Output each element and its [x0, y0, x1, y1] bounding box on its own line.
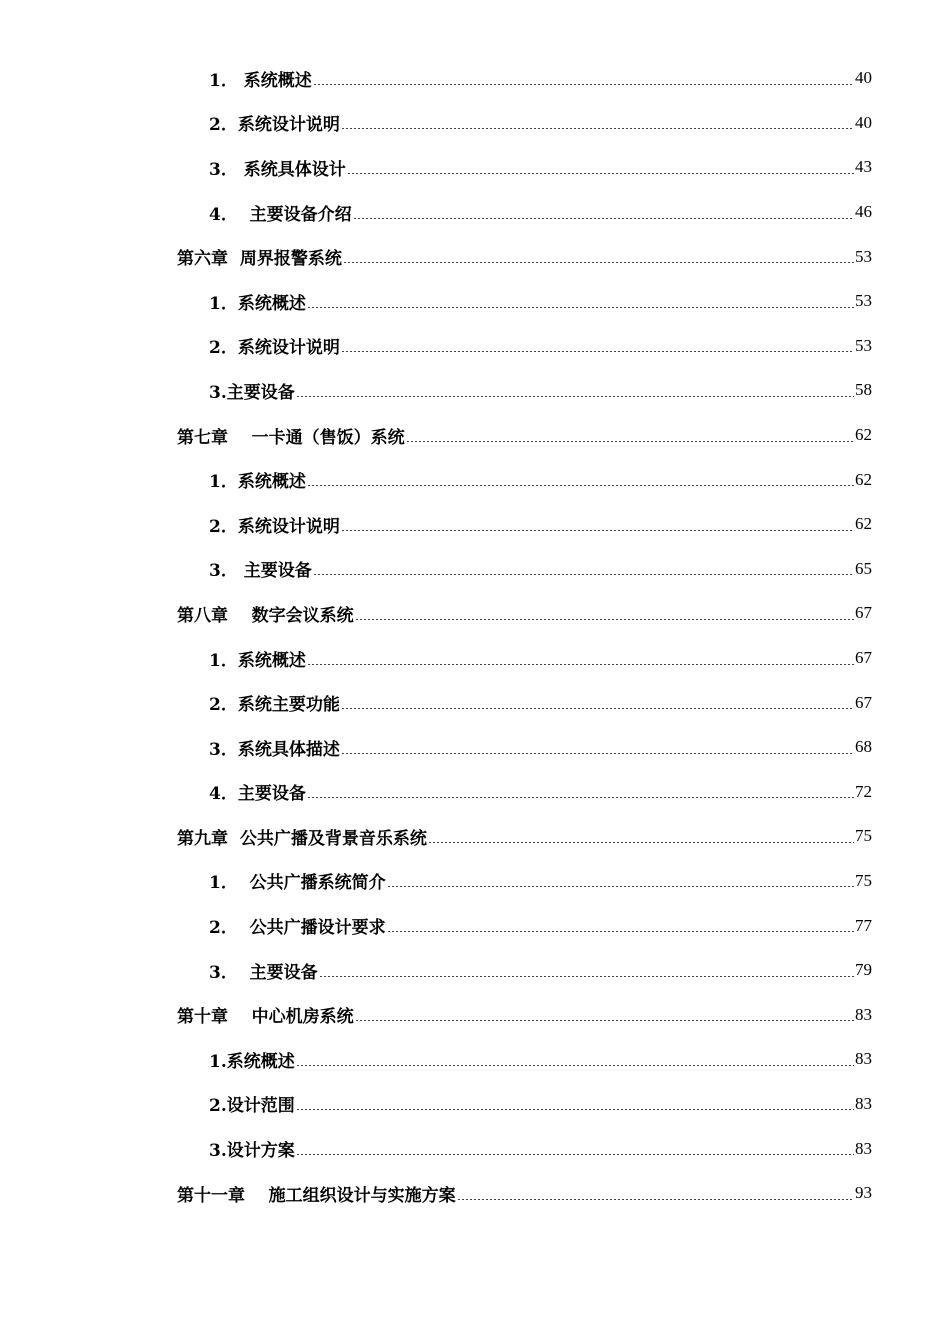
toc-page-number: 40	[855, 112, 872, 132]
toc-page-number: 72	[855, 781, 872, 801]
toc-dot-leader	[307, 485, 854, 486]
toc-page-number: 40	[855, 68, 872, 88]
toc-entry-title: 1． 公共广播系统简介	[209, 873, 386, 894]
toc-dot-leader	[307, 797, 854, 798]
toc-page-number: 43	[855, 157, 872, 177]
toc-dot-leader	[296, 1109, 854, 1110]
toc-section-entry[interactable]	[0, 725, 950, 770]
toc-section-entry[interactable]	[0, 56, 950, 101]
toc-entry-title: 3． 系统具体设计	[209, 159, 346, 180]
toc-page-number: 83	[855, 1004, 872, 1024]
toc-page-number: 93	[855, 1183, 872, 1203]
toc-dot-leader	[341, 708, 854, 709]
toc-dot-leader	[296, 396, 854, 397]
toc-chapter-entry[interactable]	[0, 591, 950, 636]
toc-entry-title: 第十一章 施工组织设计与实施方案	[177, 1185, 456, 1206]
toc-page-number: 53	[855, 246, 872, 266]
toc-dot-leader	[296, 1154, 854, 1155]
toc-page-number: 46	[855, 202, 872, 222]
toc-entry-title: 3.设计方案	[209, 1141, 295, 1162]
toc-chapter-entry[interactable]	[0, 413, 950, 458]
toc-dot-leader	[313, 84, 854, 85]
toc-page-number: 83	[855, 1138, 872, 1158]
toc-dot-leader	[406, 441, 854, 442]
toc-entry-title: 第九章 公共广播及背景音乐系统	[177, 828, 427, 849]
toc-dot-leader	[355, 1020, 854, 1021]
toc-dot-leader	[387, 886, 854, 887]
toc-entry-title: 1．系统概述	[209, 472, 306, 493]
toc-chapter-entry[interactable]	[0, 1171, 950, 1216]
toc-entry-title: 3． 主要设备	[209, 561, 312, 582]
toc-section-entry[interactable]	[0, 680, 950, 725]
toc-dot-leader	[355, 619, 854, 620]
toc-section-entry[interactable]	[0, 547, 950, 592]
toc-dot-leader	[341, 753, 854, 754]
toc-entry-title: 2．系统主要功能	[209, 695, 340, 716]
toc-dot-leader	[341, 351, 854, 352]
toc-page-number: 79	[855, 960, 872, 980]
toc-entry-title: 1．系统概述	[209, 293, 306, 314]
toc-entry-title: 4．主要设备	[209, 784, 306, 805]
toc-dot-leader	[307, 664, 854, 665]
toc-dot-leader	[343, 262, 854, 263]
toc-dot-leader	[307, 307, 854, 308]
toc-entry-title: 3．系统具体描述	[209, 739, 340, 760]
toc-entry-title: 第八章 数字会议系统	[177, 605, 354, 626]
toc-page-number: 58	[855, 380, 872, 400]
toc-dot-leader	[353, 218, 854, 219]
toc-dot-leader	[428, 842, 854, 843]
toc-section-entry[interactable]	[0, 279, 950, 324]
toc-page-number: 75	[855, 870, 872, 890]
toc-section-entry[interactable]	[0, 770, 950, 815]
toc-page-number: 65	[855, 558, 872, 578]
toc-entry-title: 第十章 中心机房系统	[177, 1007, 354, 1028]
table-of-contents	[0, 56, 950, 1215]
toc-page-number: 53	[855, 335, 872, 355]
toc-page-number: 83	[855, 1049, 872, 1069]
toc-dot-leader	[319, 976, 854, 977]
toc-section-entry[interactable]	[0, 859, 950, 904]
toc-page-number: 62	[855, 425, 872, 445]
toc-chapter-entry[interactable]	[0, 234, 950, 279]
toc-page-number: 62	[855, 514, 872, 534]
toc-page-number: 83	[855, 1093, 872, 1113]
toc-dot-leader	[341, 530, 854, 531]
toc-chapter-entry[interactable]	[0, 992, 950, 1037]
toc-entry-title: 2．系统设计说明	[209, 516, 340, 537]
toc-section-entry[interactable]	[0, 502, 950, 547]
toc-section-entry[interactable]	[0, 324, 950, 369]
toc-page-number: 67	[855, 648, 872, 668]
toc-dot-leader	[347, 173, 854, 174]
toc-page-number: 75	[855, 826, 872, 846]
toc-section-entry[interactable]	[0, 903, 950, 948]
toc-page-number: 67	[855, 692, 872, 712]
toc-section-entry[interactable]	[0, 948, 950, 993]
toc-entry-title: 1． 系统概述	[209, 70, 312, 91]
toc-entry-title: 第六章 周界报警系统	[177, 249, 342, 270]
toc-page-number: 68	[855, 737, 872, 757]
toc-entry-title: 2．系统设计说明	[209, 115, 340, 136]
toc-page-number: 53	[855, 291, 872, 311]
toc-entry-title: 第七章 一卡通（售饭）系统	[177, 427, 405, 448]
toc-dot-leader	[341, 128, 854, 129]
toc-section-entry[interactable]	[0, 145, 950, 190]
toc-section-entry[interactable]	[0, 1037, 950, 1082]
toc-entry-title: 1.系统概述	[209, 1051, 295, 1072]
toc-section-entry[interactable]	[0, 101, 950, 146]
toc-section-entry[interactable]	[0, 1126, 950, 1171]
toc-entry-title: 2.设计范围	[209, 1096, 295, 1117]
toc-section-entry[interactable]	[0, 368, 950, 413]
toc-chapter-entry[interactable]	[0, 814, 950, 859]
toc-entry-title: 2．系统设计说明	[209, 338, 340, 359]
toc-dot-leader	[296, 1065, 854, 1066]
toc-page-number: 62	[855, 469, 872, 489]
toc-entry-title: 4． 主要设备介绍	[209, 204, 352, 225]
toc-section-entry[interactable]	[0, 636, 950, 681]
toc-entry-title: 3． 主要设备	[209, 962, 318, 983]
toc-page-number: 67	[855, 603, 872, 623]
toc-entry-title: 3.主要设备	[209, 382, 295, 403]
toc-page-number: 77	[855, 915, 872, 935]
toc-section-entry[interactable]	[0, 457, 950, 502]
toc-section-entry[interactable]	[0, 190, 950, 235]
toc-entry-title: 1．系统概述	[209, 650, 306, 671]
toc-dot-leader	[313, 574, 854, 575]
toc-dot-leader	[387, 931, 854, 932]
toc-dot-leader	[457, 1199, 854, 1200]
toc-section-entry[interactable]	[0, 1082, 950, 1127]
toc-entry-title: 2． 公共广播设计要求	[209, 918, 386, 939]
